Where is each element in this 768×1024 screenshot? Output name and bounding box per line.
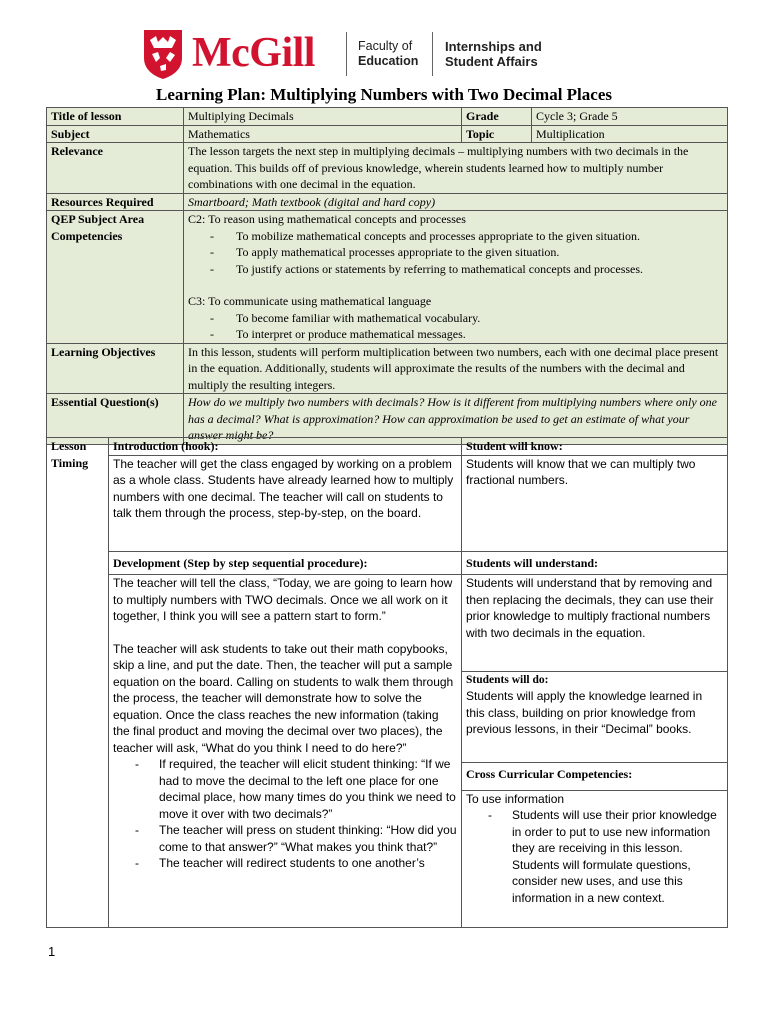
- list-item: - To apply mathematical processes appropriate to the given situation.: [188, 244, 723, 261]
- table-row: [47, 455, 728, 551]
- table-row: [47, 211, 728, 344]
- learning-plan-table: [46, 107, 728, 445]
- grade-label: Grade: [462, 108, 532, 126]
- development-text: The teacher will tell the class, “Today, we are going to learn how to multiply numbers with TWO decimals. Once we all work on it together, I think you will see a pattern start to form.” The teacher will ask students to take out their math copybooks, skip a line, and put the date. Then, the teacher will put a sample equation on the board. Calling on students to walk them through the process, the teacher will demonstrate how to solve the equation. Once the class reaches the new information (taking the final product and moving the decimal over two places), the teacher will ask, “What do you think I need to do here?” - If required, the teacher will elicit student thinking: “If we had to move the decimal to the left one place for one decimal place, how many times do you think we need to move it over with two decimals?” - The teacher will press on student thinking: “How did you come to that answer?” “What makes you think that?” - The teacher will redirect students to one another’s: [109, 575, 462, 928]
- objectives-label: Learning Objectives: [47, 343, 184, 394]
- ccc-heading: Cross Curricular Competencies:: [462, 763, 728, 791]
- qep-label: QEP Subject Area Competencies: [47, 211, 184, 344]
- lesson-table: [46, 437, 728, 928]
- mcgill-crest-icon: [142, 28, 184, 80]
- know-text: Students will know that we can multiply two fractional numbers.: [462, 455, 728, 551]
- table-row: [47, 143, 728, 194]
- development-list: [113, 756, 457, 872]
- lesson-timing-label: Lesson Timing: [47, 438, 109, 928]
- table-row: [47, 575, 728, 672]
- objectives-value: In this lesson, students will perform multiplication between two numbers, each with one decimal place present in the equation. Additionally, students will approximate the results of the numbers with the decimal and multiply the resulting integers.: [184, 343, 728, 394]
- header-divider: [432, 32, 433, 76]
- list-item: - Students will use their prior knowledge in order to put to use new information they are receiving in this lesson. Students will formulate questions, consider new uses, and use this information in a new context.: [466, 807, 723, 906]
- list-item: - To justify actions or statements by referring to mathematical concepts and processes.: [188, 261, 723, 278]
- table-row: [47, 108, 728, 126]
- unit-label: Internships and Student Affairs: [445, 39, 542, 69]
- title-label: Title of lesson: [47, 108, 184, 126]
- title-value: Multiplying Decimals: [184, 108, 462, 126]
- page-number: 1: [48, 944, 56, 959]
- essential-question-label: Essential Question(s): [47, 394, 184, 445]
- intro-heading: Introduction (hook):: [109, 438, 462, 456]
- understand-heading: Students will understand:: [462, 551, 728, 575]
- topic-label: Topic: [462, 125, 532, 143]
- relevance-label: Relevance: [47, 143, 184, 194]
- mcgill-header: [142, 28, 562, 80]
- grade-value: Cycle 3; Grade 5: [532, 108, 728, 126]
- mcgill-wordmark: McGill: [192, 30, 315, 76]
- list-item: - To interpret or produce mathematical messages.: [188, 326, 723, 343]
- list-item: - To become familiar with mathematical vocabulary.: [188, 310, 723, 327]
- list-item: - The teacher will press on student thinking: “How did you come to that answer?” “What makes you think that?”: [113, 822, 457, 855]
- intro-text: The teacher will get the class engaged by working on a problem as a whole class. Students have already learned how to multiply numbers with one decimal. The teacher will call on students to talk them through the process, step-by-step, on the board.: [109, 455, 462, 551]
- table-row: [47, 551, 728, 575]
- know-heading: Student will know:: [462, 438, 728, 456]
- understand-text: Students will understand that by removing and then replacing the decimals, they can use their prior knowledge to multiply fractional numbers with two decimals in the equation.: [462, 575, 728, 672]
- do-text: Students will apply the knowledge learned in this class, building on prior knowledge from previous lessons, in their “Decimal” books.: [466, 689, 703, 736]
- faculty-label: Faculty of Education: [358, 39, 419, 68]
- relevance-value: The lesson targets the next step in multiplying decimals – multiplying numbers with two decimals in the equation. This builds off of previous knowledge, wherein students learned how to multiply number combinations with one decimal in the equation.: [184, 143, 728, 194]
- c3-title: C3: To communicate using mathematical language: [188, 294, 432, 308]
- development-heading: Development (Step by step sequential procedure):: [109, 551, 462, 575]
- subject-value: Mathematics: [184, 125, 462, 143]
- ccc-text: To use information - Students will use their prior knowledge in order to put to use new information they are receiving in this lesson. Students will formulate questions, consider new uses, and use this information in a new context.: [462, 790, 728, 927]
- qep-value: [184, 211, 728, 344]
- subject-label: Subject: [47, 125, 184, 143]
- c2-list: [188, 228, 723, 278]
- document-title: Learning Plan: Multiplying Numbers with Two Decimal Places: [155, 85, 612, 104]
- c3-list: [188, 310, 723, 343]
- c2-title: C2: To reason using mathematical concepts and processes: [188, 212, 466, 226]
- list-item: - The teacher will redirect students to one another’s: [113, 855, 457, 872]
- list-item: - If required, the teacher will elicit student thinking: “If we had to move the decimal to the left one place for one decimal place, how many times do you think we need to move it over with two decimals?”: [113, 756, 457, 822]
- table-row: [47, 193, 728, 211]
- table-row: [47, 125, 728, 143]
- resources-label: Resources Required: [47, 193, 184, 211]
- essential-question-value: How do we multiply two numbers with decimals? How is it different from multiplying numbers where only one has a decimal? What is approximation? How can approximation be used to get an estimate of what your answer might be?: [184, 394, 728, 445]
- topic-value: Multiplication: [532, 125, 728, 143]
- ccc-list: [466, 807, 723, 906]
- table-row: [47, 343, 728, 394]
- do-heading: Students will do:: [466, 674, 549, 686]
- resources-value: Smartboard; Math textbook (digital and hard copy): [184, 193, 728, 211]
- do-cell: [462, 672, 728, 763]
- list-item: - To mobilize mathematical concepts and processes appropriate to the given situation.: [188, 228, 723, 245]
- table-row: [47, 438, 728, 456]
- header-divider: [346, 32, 347, 76]
